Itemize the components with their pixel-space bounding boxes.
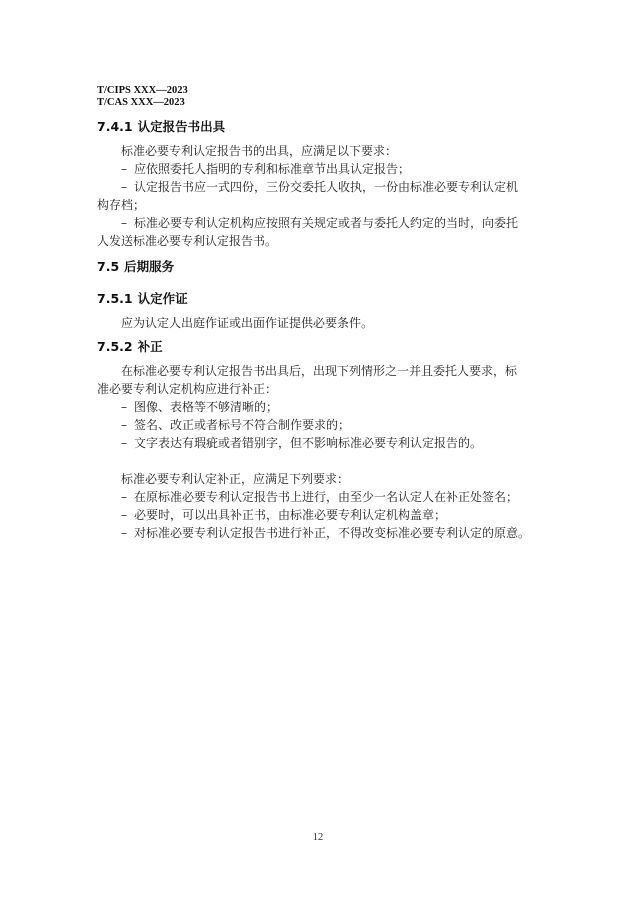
- section-title: 认定报告书出具: [137, 119, 226, 134]
- paragraph-7-5-2-requirements: 标准必要专利认定补正，应满足下列要求：: [121, 472, 350, 486]
- list-item-text: 应依照委托人指明的专利和标准章节出具认定报告；: [134, 162, 411, 176]
- list-item: [97, 178, 547, 196]
- page-number: 12: [312, 832, 324, 843]
- list-item: [97, 488, 547, 506]
- list-item-text: 在原标准必要专利认定报告书上进行，由至少一名认定人在补正处签名；: [134, 490, 519, 504]
- section-number: 7.5.2: [97, 339, 133, 354]
- paragraph-7-4-1-intro: 标准必要专利认定报告书的出具，应满足以下要求：: [121, 144, 398, 158]
- list-item-text: 标准必要专利认定机构应按照有关规定或者与委托人约定的当时，向委托: [134, 216, 519, 230]
- section-number: 7.4.1: [97, 119, 133, 134]
- list-item-text: 签名、改正或者标号不符合制作要求的；: [134, 418, 351, 432]
- list-item: [97, 416, 547, 434]
- list-item: [97, 214, 547, 232]
- dash-bullet: –: [121, 526, 127, 540]
- document-body: [97, 118, 547, 542]
- list-item: [97, 506, 547, 524]
- standard-code-cips: T/CIPS XXX—2023: [97, 85, 188, 96]
- list-item-text: 认定报告书应一式四份，三份交委托人收执，一份由标准必要专利认定机: [134, 180, 519, 194]
- list-item: [97, 524, 547, 542]
- dash-bullet: –: [121, 418, 127, 432]
- list-item: [97, 398, 547, 416]
- section-title: 后期服务: [124, 259, 175, 274]
- list-item-continuation: 人发送标准必要专利认定报告书。: [97, 234, 278, 248]
- list-item-text: 文字表达有瑕疵或者错别字，但不影响标准必要专利认定报告的。: [134, 436, 483, 450]
- list-item-text: 对标准必要专利认定报告书进行补正，不得改变标准必要专利认定的原意。: [134, 526, 531, 540]
- list-item-text: 图像、表格等不够清晰的；: [134, 400, 279, 414]
- list-item-continuation: 构存档；: [97, 198, 146, 212]
- dash-bullet: –: [121, 436, 127, 450]
- dash-bullet: –: [121, 400, 127, 414]
- paragraph-7-5-1: 应为认定人出庭作证或出面作证提供必要条件。: [121, 316, 374, 330]
- standard-code-cas: T/CAS XXX—2023: [97, 97, 185, 108]
- standard-code-header: [97, 85, 188, 109]
- dash-bullet: –: [121, 180, 127, 194]
- section-title: 认定作证: [137, 291, 188, 306]
- paragraph-7-5-2-intro: 在标准必要专利认定报告书出具后，出现下列情形之一并且委托人要求，标: [121, 364, 518, 378]
- section-number: 7.5: [97, 259, 120, 274]
- section-title: 补正: [137, 339, 163, 354]
- list-item-text: 必要时，可以出具补正书，由标准必要专利认定机构盖章；: [134, 508, 447, 522]
- list-item: [97, 160, 547, 178]
- dash-bullet: –: [121, 216, 127, 230]
- heading-7-4-1: [97, 118, 547, 136]
- paragraph-continuation: 准必要专利认定机构应进行补正：: [97, 382, 278, 396]
- dash-bullet: –: [121, 490, 127, 504]
- dash-bullet: –: [121, 162, 127, 176]
- dash-bullet: –: [121, 508, 127, 522]
- list-item: [97, 434, 547, 452]
- heading-7-5-2: [97, 338, 547, 356]
- heading-7-5: [97, 258, 547, 276]
- section-number: 7.5.1: [97, 291, 133, 306]
- heading-7-5-1: [97, 290, 547, 308]
